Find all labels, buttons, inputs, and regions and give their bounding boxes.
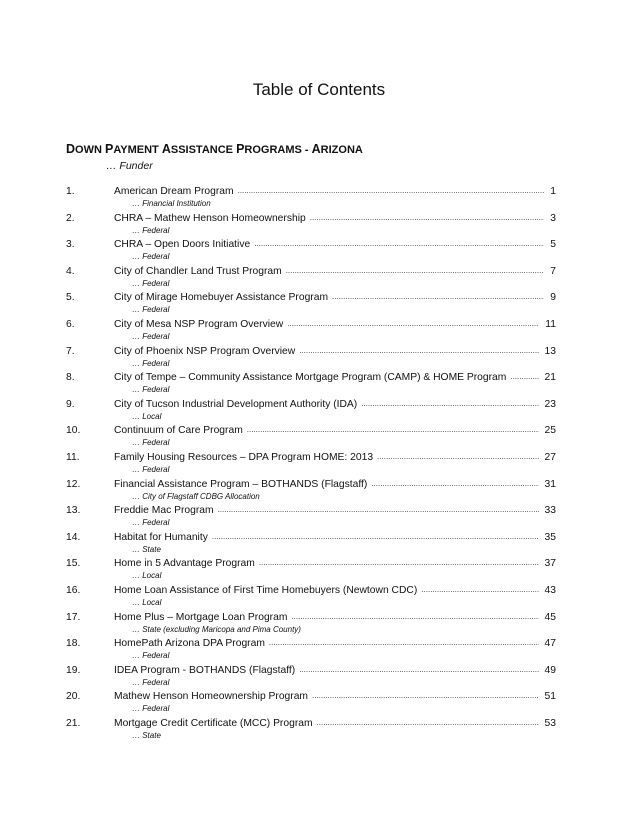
entry-number: 10.: [66, 425, 81, 437]
entry-title[interactable]: Mathew Henson Homeownership Program: [114, 691, 309, 703]
entry-page-number: 13: [544, 345, 556, 357]
entry-number: 8.: [66, 372, 75, 384]
toc-entry[interactable]: [66, 637, 556, 664]
entry-page-number: 5: [550, 239, 556, 251]
entry-funder: … Federal: [132, 464, 170, 474]
entry-title[interactable]: CHRA – Open Doors Initiative: [114, 239, 251, 251]
dot-leader: [299, 663, 538, 677]
toc-entry[interactable]: [66, 371, 556, 398]
toc-entry[interactable]: [66, 185, 556, 212]
dot-leader: [212, 530, 539, 544]
entry-number: 13.: [66, 505, 81, 517]
entry-page-number: 53: [544, 717, 556, 729]
entry-funder: … Local: [132, 597, 162, 607]
entry-title[interactable]: City of Phoenix NSP Program Overview: [114, 345, 296, 357]
entry-title[interactable]: CHRA – Mathew Henson Homeownership: [114, 212, 306, 224]
dot-leader: [312, 689, 539, 703]
funder-column-label: … Funder: [106, 160, 153, 172]
entry-page-number: 51: [544, 691, 556, 703]
entry-funder: … Federal: [132, 677, 170, 687]
toc-entry[interactable]: [66, 664, 556, 691]
toc-entry-row: [66, 345, 556, 359]
dot-leader: [286, 264, 545, 278]
entry-number: 14.: [66, 531, 81, 543]
toc-entry-row: [66, 185, 556, 199]
toc-entry[interactable]: [66, 318, 556, 345]
dot-leader: [291, 610, 538, 624]
entry-funder: … Financial Institution: [132, 199, 211, 208]
toc-entry[interactable]: [66, 690, 556, 717]
toc-entry-row: [66, 451, 556, 465]
entry-page-number: 37: [544, 558, 556, 570]
entry-number: 16.: [66, 584, 81, 596]
page-title: Table of Contents: [252, 80, 386, 99]
entry-number: 3.: [66, 239, 75, 251]
dot-leader: [332, 290, 544, 304]
dot-leader: [317, 716, 539, 730]
entry-title[interactable]: Habitat for Humanity: [114, 531, 208, 543]
section-heading: DOWN PAYMENT ASSISTANCE PROGRAMS - ARIZONA: [66, 142, 363, 156]
entry-funder: … Federal: [132, 358, 170, 368]
toc-entry[interactable]: [66, 584, 556, 611]
toc-entry[interactable]: [66, 717, 556, 744]
entry-page-number: 33: [544, 505, 556, 517]
entry-number: 1.: [66, 186, 75, 197]
dot-leader: [269, 636, 539, 650]
toc-entry-row: [66, 637, 556, 651]
entry-page-number: 9: [550, 292, 556, 304]
toc-entry[interactable]: [66, 212, 556, 239]
entry-number: 21.: [66, 717, 81, 729]
entry-number: 12.: [66, 478, 81, 490]
entry-title[interactable]: Family Housing Resources – DPA Program HOME: 2013: [114, 451, 374, 463]
entry-page-number: 45: [544, 611, 556, 623]
toc-entry[interactable]: [66, 398, 556, 425]
dot-leader: [377, 450, 538, 464]
toc-entry[interactable]: [66, 611, 556, 638]
toc-entry[interactable]: [66, 265, 556, 292]
dot-leader: [238, 184, 545, 198]
toc-entry-row: [66, 611, 556, 625]
entry-page-number: 7: [550, 265, 556, 277]
toc-entry[interactable]: [66, 345, 556, 372]
toc-entry-row: [66, 291, 556, 305]
toc-entry-row: [66, 265, 556, 279]
toc-entry-row: [66, 318, 556, 332]
toc-entry-row: [66, 690, 556, 704]
entry-funder: … State: [132, 730, 161, 740]
entry-page-number: 47: [544, 638, 556, 650]
entry-funder: … City of Flagstaff CDBG Allocation: [132, 491, 260, 501]
entry-title[interactable]: City of Tucson Industrial Development Authority (IDA): [114, 398, 358, 410]
toc-entry[interactable]: [66, 451, 556, 478]
entry-number: 9.: [66, 398, 75, 410]
toc-entry-row: [66, 398, 556, 412]
dot-leader: [361, 397, 538, 411]
toc-entry-row: [66, 238, 556, 252]
toc-entry-row: [66, 584, 556, 598]
dot-leader: [287, 317, 539, 331]
entry-number: 11.: [66, 451, 80, 463]
dot-leader: [218, 503, 539, 517]
toc-entry[interactable]: [66, 478, 556, 505]
entry-title[interactable]: Continuum of Care Program: [114, 425, 243, 437]
entry-number: 15.: [66, 558, 81, 570]
entry-funder: … Local: [132, 411, 162, 421]
entry-page-number: 35: [544, 531, 556, 543]
entry-funder: … Federal: [132, 385, 170, 395]
entry-funder: … Federal: [132, 438, 170, 448]
toc-entry[interactable]: [66, 504, 556, 531]
toc-list: [66, 185, 556, 743]
dot-leader: [510, 370, 538, 384]
toc-entry-row: [66, 478, 556, 492]
entry-number: 6.: [66, 318, 75, 330]
entry-page-number: 23: [544, 398, 556, 410]
entry-funder: … Federal: [132, 651, 170, 661]
entry-title[interactable]: Home Plus – Mortgage Loan Program: [114, 611, 288, 623]
entry-page-number: 21: [544, 372, 556, 384]
entry-funder: … Federal: [132, 704, 170, 714]
entry-title[interactable]: Freddie Mac Program: [114, 505, 214, 517]
entry-title[interactable]: HomePath Arizona DPA Program: [114, 638, 265, 650]
entry-number: 2.: [66, 212, 75, 224]
entry-number: 5.: [66, 292, 75, 304]
entry-number: 7.: [66, 345, 75, 357]
entry-funder: … Federal: [132, 225, 170, 235]
entry-number: 18.: [66, 638, 81, 650]
entry-page-number: 31: [544, 478, 556, 490]
entry-funder: … State (excluding Maricopa and Pima County): [132, 624, 301, 634]
dot-leader: [254, 237, 544, 251]
entry-page-number: 11: [545, 318, 556, 330]
dot-leader: [310, 211, 545, 225]
dot-leader: [421, 583, 538, 597]
dot-leader: [259, 556, 539, 570]
entry-title[interactable]: Home Loan Assistance of First Time Homebuyers (Newtown CDC): [114, 584, 418, 596]
entry-funder: … Federal: [132, 252, 170, 262]
entry-title[interactable]: American Dream Program: [114, 186, 234, 197]
entry-page-number: 1: [550, 186, 556, 197]
toc-entry-row: [66, 664, 556, 678]
toc-entry[interactable]: [66, 424, 556, 451]
entry-number: 20.: [66, 691, 81, 703]
toc-entry-row: [66, 557, 556, 571]
entry-page-number: 49: [544, 664, 556, 676]
entry-page-number: 43: [544, 584, 556, 596]
toc-entry[interactable]: [66, 238, 556, 265]
entry-title[interactable]: IDEA Program - BOTHANDS (Flagstaff): [114, 664, 296, 676]
dot-leader: [299, 344, 538, 358]
dot-leader: [247, 423, 539, 437]
entry-funder: … Federal: [132, 305, 170, 315]
toc-entry-row: [66, 531, 556, 545]
entry-title[interactable]: City of Chandler Land Trust Program: [114, 265, 282, 277]
toc-entry-row: [66, 424, 556, 438]
entry-page-number: 27: [544, 451, 556, 463]
entry-title[interactable]: City of Mirage Homebuyer Assistance Program: [114, 292, 329, 304]
entry-title[interactable]: Home in 5 Advantage Program: [114, 558, 255, 570]
entry-funder: … Federal: [132, 278, 170, 288]
entry-funder: … Federal: [132, 518, 170, 528]
entry-title[interactable]: Financial Assistance Program – BOTHANDS (Flagstaff): [114, 478, 368, 490]
toc-entry-row: [66, 717, 556, 731]
dot-leader: [371, 477, 538, 491]
toc-entry-row: [66, 504, 556, 518]
entry-number: 17.: [66, 611, 81, 623]
entry-title[interactable]: City of Mesa NSP Program Overview: [114, 318, 284, 330]
toc-entry-row: [66, 212, 556, 226]
toc-entry[interactable]: [66, 291, 556, 318]
entry-title[interactable]: City of Tempe – Community Assistance Mortgage Program (CAMP) & HOME Program: [114, 372, 507, 384]
toc-entry[interactable]: [66, 557, 556, 584]
entry-page-number: 25: [544, 425, 556, 437]
entry-number: 19.: [66, 664, 81, 676]
toc-entry-row: [66, 371, 556, 385]
entry-number: 4.: [66, 265, 75, 277]
entry-funder: … Federal: [132, 331, 170, 341]
entry-title[interactable]: Mortgage Credit Certificate (MCC) Program: [114, 717, 313, 729]
toc-entry[interactable]: [66, 531, 556, 558]
entry-funder: … State: [132, 544, 161, 554]
entry-funder: … Local: [132, 571, 162, 581]
entry-page-number: 3: [550, 212, 556, 224]
